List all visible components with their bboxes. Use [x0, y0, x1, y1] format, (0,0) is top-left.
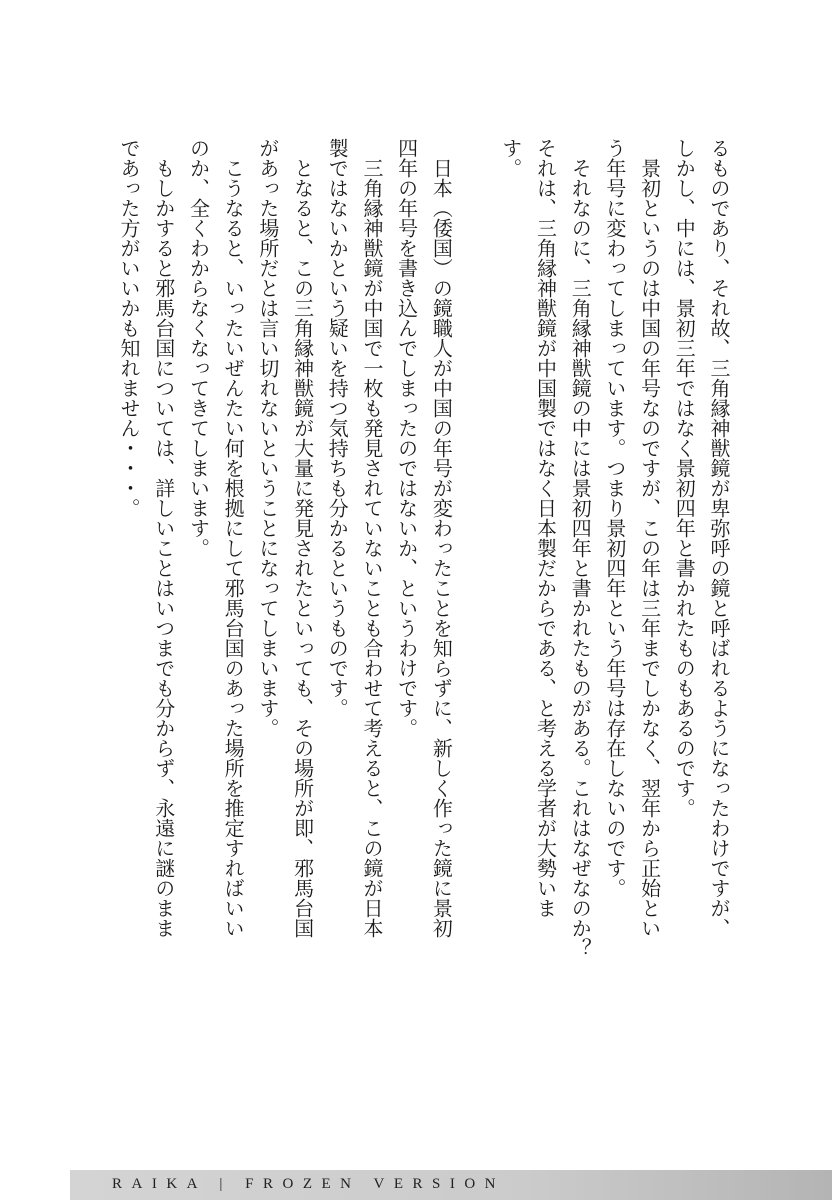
text-line: となると、この三角縁神獣鏡が大量に発見されたといっても、その場所が即、邪馬台国 [290, 138, 315, 938]
text-line: す。 [498, 138, 523, 178]
footer-text: RAIKA | FROZEN VERSION [112, 1176, 505, 1192]
text-line: もしかすると邪馬台国については、詳しいことはいつまでも分からず、永遠に謎のまま [151, 138, 176, 938]
blank-line [458, 138, 493, 958]
text-line: るものであり、それ故、三角縁神獣鏡が卑弥呼の鏡と呼ばれるようになったわけですが、 [707, 138, 731, 938]
text-line: 四年の年号を書き込んでしまったのではないか、というわけです。 [394, 138, 419, 738]
text-line: 製ではないかという疑いを持つ気持ちも分かるというものです。 [325, 138, 350, 718]
text-line: う年号に変わってしまっています。つまり景初四年という年号は存在しないのです。 [602, 138, 627, 898]
text-line: 三角縁神獣鏡が中国で一枚も発見されていないことも合わせて考えると、この鏡が日本 [359, 138, 384, 938]
text-line: のか、全くわからなくなってきてしまいます。 [186, 138, 211, 558]
text-line: 景初というのは中国の年号なのですが、この年は三年までしかなく、翌年から正始とい [637, 138, 662, 938]
text-line: それなのに、三角縁神獣鏡の中には景初四年と書かれたものがある。これはなぜなのか？ [568, 138, 593, 958]
text-line: それは、三角縁神獣鏡が中国製ではなく日本製だからである、と考える学者が大勢いま [533, 138, 558, 918]
text-line: こうなると、いったいぜんたい何を根拠にして邪馬台国のあった場所を推定すればいい [221, 138, 246, 938]
text-line: しかし、中には、景初三年ではなく景初四年と書かれたものもあるのです。 [672, 138, 697, 818]
vertical-body-text [111, 138, 736, 958]
text-line: 日本（倭国）の鏡職人が中国の年号が変わったことを知らずに、新しく作った鏡に景初 [429, 138, 454, 938]
text-line: があった場所だとは言い切れないということになってしまいます。 [255, 138, 280, 738]
text-line: であった方がいいかも知れません・・・。 [117, 138, 142, 518]
